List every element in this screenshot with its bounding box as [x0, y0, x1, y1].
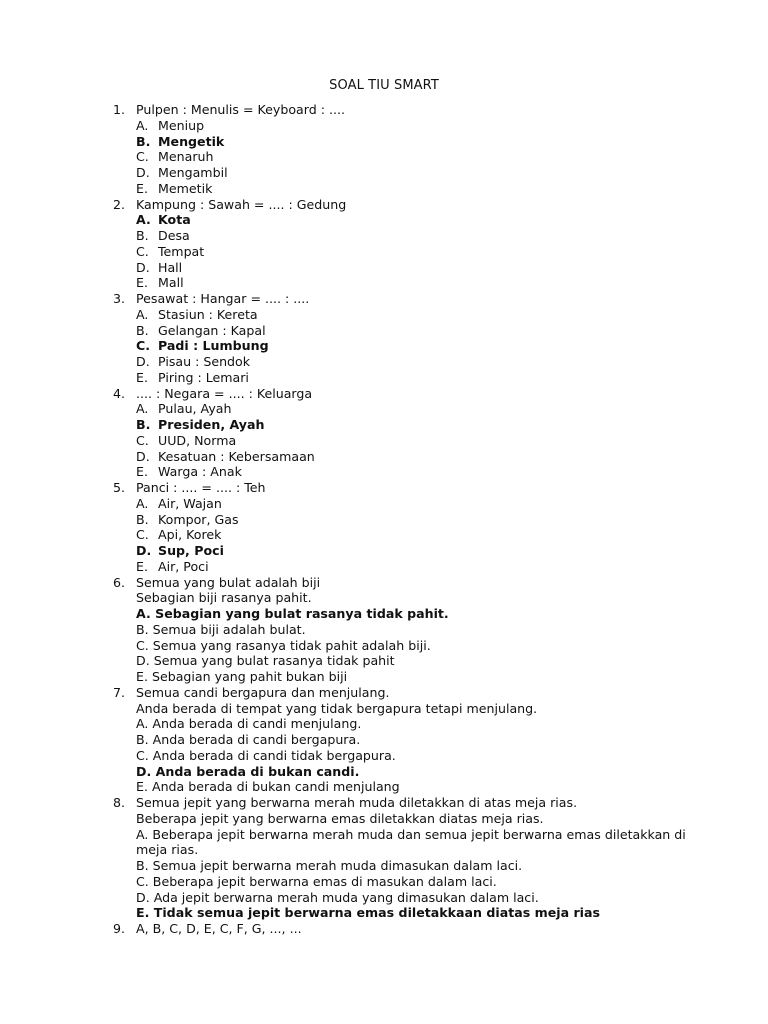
question-text: Sebagian biji rasanya pahit.	[136, 590, 312, 606]
question-text: Semua jepit yang berwarna merah muda diletakkan di atas meja rias.	[136, 795, 578, 810]
option-letter: A.	[136, 212, 151, 228]
answer-option	[0, 779, 768, 795]
option-text: C. Beberapa jepit berwarna emas di masukan dalam laci.	[136, 873, 497, 889]
option-letter: D.	[136, 354, 150, 369]
answer-option	[0, 512, 768, 528]
question-number: 9.	[113, 921, 126, 936]
question-line	[0, 590, 768, 606]
option-letter: E.	[136, 180, 148, 196]
answer-option-correct	[0, 134, 768, 150]
option-text: D. Semua yang bulat rasanya tidak pahit	[136, 653, 395, 669]
question-number: 4.	[113, 385, 126, 401]
answer-option-correct	[0, 606, 768, 622]
question-text: A, B, C, D, E, C, F, G, ..., ...	[136, 921, 302, 936]
question-number: 1.	[113, 102, 126, 117]
question-line	[0, 701, 768, 717]
option-text: A. Beberapa jepit berwarna merah muda dan semua jepit berwarna emas diletakkan di	[136, 826, 686, 842]
option-letter: E.	[136, 558, 148, 574]
option-letter: A.	[136, 306, 149, 322]
answer-option	[0, 165, 768, 181]
option-text: D. Anda berada di bukan candi.	[136, 763, 360, 779]
question-line	[0, 685, 768, 701]
document-title: SOAL TIU SMART	[329, 78, 439, 93]
question-number: 7.	[113, 684, 126, 700]
answer-option	[0, 433, 768, 449]
option-text: A. Sebagian yang bulat rasanya tidak pahit.	[136, 606, 449, 621]
option-text: C. Semua yang rasanya tidak pahit adalah biji.	[136, 637, 431, 653]
option-text: Kesatuan : Kebersamaan	[158, 448, 315, 464]
option-text: Api, Korek	[158, 527, 222, 543]
answer-option-correct	[0, 338, 768, 354]
option-text: Mengetik	[158, 133, 225, 149]
answer-option-correct	[0, 417, 768, 433]
answer-option	[0, 370, 768, 386]
answer-option	[0, 181, 768, 197]
option-letter: E.	[136, 275, 148, 291]
option-text: B. Semua jepit berwarna merah muda dimasukan dalam laci.	[136, 858, 523, 873]
option-text: B. Anda berada di candi bergapura.	[136, 732, 361, 747]
answer-option-correct	[0, 905, 768, 921]
answer-option	[0, 653, 768, 669]
answer-option-correct	[0, 543, 768, 559]
answer-option	[0, 748, 768, 764]
option-text: B. Semua biji adalah bulat.	[136, 621, 306, 637]
answer-option-correct	[0, 764, 768, 780]
option-text: E. Anda berada di bukan candi menjulang	[136, 779, 400, 795]
question-number: 8.	[113, 795, 126, 810]
question-line	[0, 811, 768, 827]
option-letter: B.	[136, 511, 149, 527]
question-text: Pulpen : Menulis = Keyboard : ....	[136, 102, 345, 117]
option-text: Hall	[158, 259, 183, 275]
answer-option	[0, 827, 768, 843]
question-line	[0, 795, 768, 811]
option-text: Pulau, Ayah	[158, 401, 232, 417]
option-letter: B.	[136, 322, 149, 338]
option-text: A. Anda berada di candi menjulang.	[136, 716, 362, 732]
option-text: E. Tidak semua jepit berwarna emas diletakkaan diatas meja rias	[136, 905, 600, 921]
option-text: Kompor, Gas	[158, 511, 239, 527]
option-text: Menaruh	[158, 149, 214, 165]
option-letter: C.	[136, 149, 149, 165]
option-text: Stasiun : Kereta	[158, 306, 258, 322]
question-line	[0, 480, 768, 496]
answer-option	[0, 244, 768, 260]
answer-option	[0, 464, 768, 480]
answer-option	[0, 842, 768, 858]
option-letter: C.	[136, 243, 149, 259]
answer-option	[0, 559, 768, 575]
option-text: UUD, Norma	[158, 432, 237, 448]
option-text: Piring : Lemari	[158, 369, 249, 385]
option-text: Memetik	[158, 180, 213, 196]
option-letter: D.	[136, 165, 150, 180]
question-line	[0, 102, 768, 118]
answer-option	[0, 622, 768, 638]
question-number: 3.	[113, 291, 126, 306]
option-letter: E.	[136, 369, 148, 385]
answer-option	[0, 716, 768, 732]
question-number: 2.	[113, 196, 126, 212]
question-line	[0, 386, 768, 402]
option-text: Tempat	[158, 243, 205, 259]
answer-option	[0, 732, 768, 748]
answer-option	[0, 638, 768, 654]
option-letter: C.	[136, 432, 149, 448]
option-text: Sup, Poci	[158, 543, 224, 558]
answer-option	[0, 118, 768, 134]
option-text: Presiden, Ayah	[158, 417, 265, 432]
answer-option	[0, 527, 768, 543]
question-text: Panci : .... = .... : Teh	[136, 480, 266, 495]
option-text: Warga : Anak	[158, 464, 242, 480]
option-letter: D.	[136, 448, 150, 464]
option-text: Pisau : Sendok	[158, 354, 251, 369]
answer-option	[0, 401, 768, 417]
option-text: Mall	[158, 275, 184, 291]
answer-option	[0, 149, 768, 165]
option-text: C. Anda berada di candi tidak bergapura.	[136, 747, 396, 763]
option-text: D. Ada jepit berwarna merah muda yang dimasukan dalam laci.	[136, 889, 539, 905]
answer-option	[0, 858, 768, 874]
answer-option	[0, 307, 768, 323]
option-text: Air, Poci	[158, 558, 209, 574]
answer-option	[0, 228, 768, 244]
option-text: E. Sebagian yang pahit bukan biji	[136, 669, 348, 684]
answer-option	[0, 874, 768, 890]
answer-option	[0, 323, 768, 339]
question-text: Pesawat : Hangar = .... : ....	[136, 291, 310, 306]
option-letter: A.	[136, 401, 149, 417]
option-text: Desa	[158, 228, 190, 243]
question-text: Anda berada di tempat yang tidak bergapura tetapi menjulang.	[136, 700, 538, 716]
option-text: Kota	[158, 212, 191, 228]
option-letter: C.	[136, 527, 149, 543]
option-letter: C.	[136, 338, 151, 354]
answer-option	[0, 354, 768, 370]
option-letter: A.	[136, 117, 149, 133]
answer-option-correct	[0, 212, 768, 228]
option-text: Meniup	[158, 117, 205, 133]
question-text: Semua yang bulat adalah biji	[136, 574, 321, 590]
option-text: Padi : Lumbung	[158, 338, 269, 354]
answer-option	[0, 260, 768, 276]
question-list	[0, 102, 768, 937]
option-letter: B.	[136, 417, 151, 432]
option-text: Air, Wajan	[158, 495, 222, 511]
option-letter: B.	[136, 228, 149, 243]
option-letter: D.	[136, 259, 150, 275]
answer-option	[0, 449, 768, 465]
answer-option	[0, 496, 768, 512]
question-line	[0, 921, 768, 937]
question-number: 6.	[113, 574, 126, 590]
question-text: Semua candi bergapura dan menjulang.	[136, 684, 390, 700]
question-line	[0, 575, 768, 591]
question-text: Kampung : Sawah = .... : Gedung	[136, 196, 347, 212]
option-text: Mengambil	[158, 165, 228, 180]
answer-option	[0, 890, 768, 906]
option-letter: E.	[136, 464, 148, 480]
question-text: Beberapa jepit yang berwarna emas diletakkan diatas meja rias.	[136, 810, 544, 826]
option-text: meja rias.	[136, 842, 199, 858]
question-text: .... : Negara = .... : Keluarga	[136, 385, 313, 401]
question-number: 5.	[113, 480, 126, 495]
option-letter: B.	[136, 133, 151, 149]
answer-option	[0, 669, 768, 685]
question-line	[0, 197, 768, 213]
question-line	[0, 291, 768, 307]
option-letter: D.	[136, 543, 152, 558]
answer-option	[0, 275, 768, 291]
option-text: Gelangan : Kapal	[158, 322, 266, 338]
option-letter: A.	[136, 495, 149, 511]
